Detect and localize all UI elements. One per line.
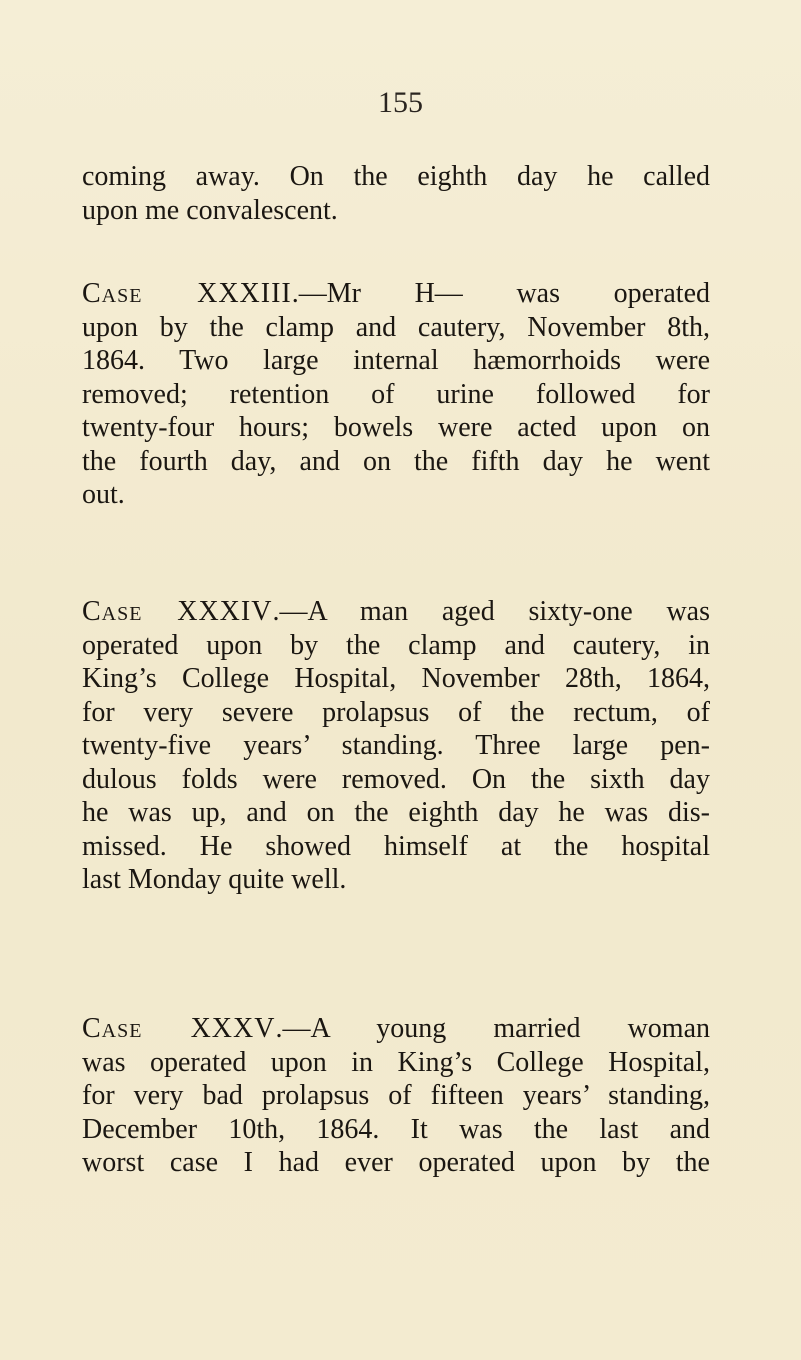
text-line-rest: .—A man aged sixty-one was xyxy=(272,596,710,627)
text-line: the fourth day, and on the fifth day he went xyxy=(82,445,710,477)
text-line: for very severe prolapsus of the rectum, of xyxy=(82,696,710,728)
text-line: twenty-five years’ standing. Three large pen- xyxy=(82,730,710,761)
paragraph-case-xxxiv xyxy=(82,595,710,897)
text-line: he was up, and on the eighth day he was dis- xyxy=(82,797,710,828)
text-line: removed; retention of urine followed for xyxy=(82,378,710,410)
text-line: 1864. Two large internal hæmorrhoids were xyxy=(82,345,710,376)
text-line: King’s College Hospital, November 28th, 1864, xyxy=(82,663,710,694)
text-line: was operated upon in King’s College Hospital, xyxy=(82,1046,710,1078)
text-line xyxy=(82,1012,710,1046)
text-line xyxy=(82,595,710,629)
paragraph-case-xxxiii xyxy=(82,277,710,512)
text-line: operated upon by the clamp and cautery, in xyxy=(82,629,710,661)
case-label: Case XXXIV xyxy=(82,596,273,627)
case-label: Case XXXV xyxy=(82,1013,276,1044)
case-label: Case XXXIII xyxy=(82,278,292,309)
paragraph-case-xxxv xyxy=(82,1012,710,1180)
text-line: December 10th, 1864. It was the last and xyxy=(82,1113,710,1145)
text-line: last Monday quite well. xyxy=(82,864,347,895)
text-line: upon me convalescent. xyxy=(82,194,338,226)
text-line: coming away. On the eighth day he called xyxy=(82,161,710,192)
text-line: upon by the clamp and cautery, November 8th, xyxy=(82,311,710,343)
text-line: worst case I had ever operated upon by the xyxy=(82,1147,710,1178)
text-line: missed. He showed himself at the hospital xyxy=(82,830,710,862)
text-line-rest: .—A young married woman xyxy=(275,1013,710,1044)
text-line xyxy=(82,277,710,311)
text-line: out. xyxy=(82,479,125,510)
text-line: dulous folds were removed. On the sixth day xyxy=(82,763,710,795)
text-line: twenty-four hours; bowels were acted upon on xyxy=(82,412,710,443)
page-number: 155 xyxy=(378,86,423,119)
text-line: for very bad prolapsus of fifteen years’ standing, xyxy=(82,1080,710,1111)
paragraph-continuation xyxy=(82,160,710,227)
text-line-rest: .—Mr H— was operated xyxy=(291,278,711,309)
